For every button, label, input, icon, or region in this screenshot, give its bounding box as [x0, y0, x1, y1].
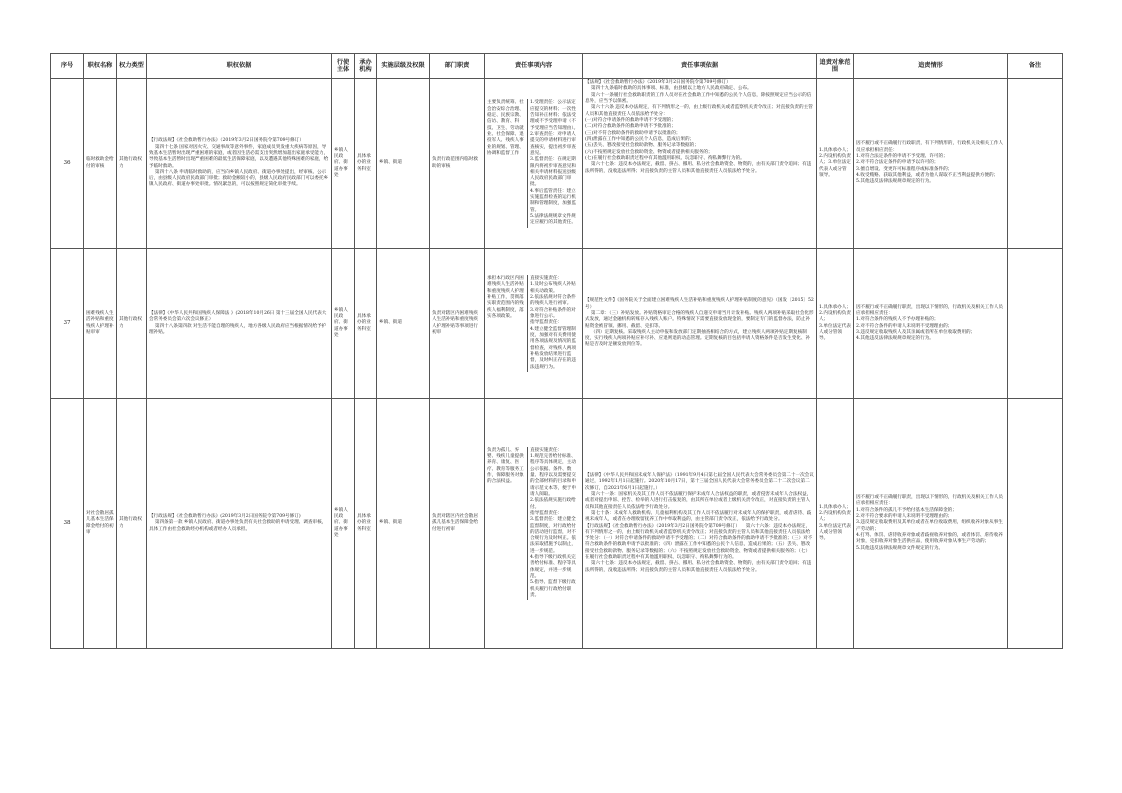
- cell-dept-duty: 负责行政范围内临时救助的审核: [430, 79, 485, 249]
- cell-resp-basis: [583, 399, 817, 649]
- cell-category: 其他行政权力: [117, 79, 147, 249]
- cell-dept-duty: 负责对辖区内社会散居孤儿基本生活保障金给付进行初审: [430, 399, 485, 649]
- cell-level: 乡镇、街道: [377, 399, 430, 649]
- table-row: [51, 399, 1063, 649]
- cell-name: 临时救助金给付的审核: [84, 79, 117, 249]
- cell-resp-content: [485, 249, 583, 399]
- col-header-subject: 行使主体: [332, 54, 355, 79]
- resp-content-list: 1.受理责任：公示法定应提交的材料；一次性告知补正材料；依法受理或不予受理申请（不予受理应当告知理由）。 2.审查责任：对申请人提交的申请材料进行审查核实，提出初步审查意见。 3.监督责任：在规定期限内将初步审查意见和相关申请材料报送县级人民政府民政部门审批。 4.事后监管责任：建立实施监督检查的运行机制和管理制度，加强监管。 5.法律法规规章文件规定应履行的其他责任。: [530, 100, 579, 226]
- cell-seq: 36: [51, 79, 84, 249]
- resp-content-list: 直接实施责任： 1.及时公布残疾人补贴相关动政策。 2.依法依规对符合条件的残疾人进行初审。 3.对符合补贴条件的对象进行公示。 指导监督责任： 4.建立健全监督管理制度，加强对有关费用使用各项法规及情况的监督检查，对残疾人两项补贴发放结果进行监督，及时纠正存在的违法违规行为。: [530, 276, 576, 370]
- col-header-seq: 序号: [51, 54, 84, 79]
- basis-text: 【行政法规】《社会救助暂行办法》(2019年3月2日国务院令第709号修订) 第四条第一款 乡镇人民政府、街道办事处负责有关社会救助的申请受理、调查审核，具体工作由社会救助经办机构或者经办人员承担。: [149, 514, 327, 532]
- scope-text: 1.具体承办人； 2.内设机构负责人； 3.单位法定代表人或分管领导。: [819, 304, 851, 342]
- resp-content-list: 直接实施责任： 1.规范完善给付标准、程序等具体规定，主动公示依据、条件、数量、程序以及需要提交的全部材料的目录和申请示范文本等，便于申请人阅取。 2.依法依规实施行政给付。 指导监督责任： 3.监督责任：建立健全监督制度，对行政给付的活动进行监督，对不合规行为及时纠正。依法采取措施予以制止，进一步规范。 4.指导下级行政机关完善给付标准、程序等具体规定，并进一步规范。 5.指导、监督下级行政机关履行行政给付职责。: [530, 447, 576, 599]
- header-row: [51, 54, 1063, 79]
- cell-agency: 具体承办的业务科室: [355, 249, 377, 399]
- cell-agency: 具体承办的业务科室: [355, 79, 377, 249]
- cell-remark: [1008, 399, 1063, 649]
- table-row: [51, 249, 1063, 399]
- col-header-name: 职权名称: [84, 54, 117, 79]
- cell-scope: [817, 79, 854, 249]
- col-header-resp-content: 责任事项内容: [485, 54, 583, 79]
- cell-scope: [817, 249, 854, 399]
- cell-category: 其他行政权力: [117, 249, 147, 399]
- cell-situation: [854, 399, 1008, 649]
- cell-resp-basis: [583, 79, 817, 249]
- cell-resp-basis: [583, 249, 817, 399]
- col-header-basis: 职权依据: [147, 54, 332, 79]
- table-row: [51, 79, 1063, 249]
- responsibility-table: [50, 53, 1063, 649]
- responsibility-list-sheet: [50, 53, 1062, 649]
- resp-basis-text: 【法规】《社会救助暂行办法》（2019年3月2日国务院令第709号修订） 第四十九条临时救助的具体事项、标准，由县级以上地方人民政府确定、公布。 第六十一条履行社会救助职责的工作人员对在社会救助工作中知悉的公民个人信息，除按照规定应当公示的信息外，应当予以保密。 第六十六条 违反本办法规定，有下列情形之一的，由上级行政机关或者监察机关责令改正；对直接负责的主管人员和其他直接责任人员依法给予处分： (一)对符合申请条件的救助申请不予受理的； (二)对符合救助条件的救助申请不予批准的； (三)对不符合救助条件的救助申请予以批准的； (四)泄露在工作中知悉的公民个人信息，造成后果的； (五)丢失、篡改接受社会救助款物、服务记录等数据的； (六)不按照规定发放社会救助资金、物资或者提供相关服务的； (七)在履行社会救助职责过程中有其他滥用职权、玩忽职守、徇私舞弊行为的。 第六十七条：违反本办法规定，截留、挤占、挪用、私分社会救助资金、物资的，由有关部门责令追回；有违法所得的，没收违法所得；对直接负责的主管人员和其他直接责任人员依法给予处分。: [585, 80, 813, 174]
- cell-resp-content: [485, 79, 583, 249]
- cell-level: 乡镇、街道: [377, 249, 430, 399]
- col-header-agency: 承办机构: [355, 54, 377, 79]
- cell-seq: 38: [51, 399, 84, 649]
- cell-basis: [147, 399, 332, 649]
- cell-agency: 具体承办的业务科室: [355, 399, 377, 649]
- cell-basis: [147, 249, 332, 399]
- cell-remark: [1008, 79, 1063, 249]
- cell-subject: 乡镇人民政府、街道办事处: [332, 399, 355, 649]
- resp-content-duty: 主要负责统筹、社会治安综合治理、稳定、民族宗教、信访、教育、科技、卫生、劳动就业、社会保障、退役军人、残疾人事业的规划、管理、协调和监督工作: [485, 99, 528, 228]
- situation-text: 因不履行或不正确履行行政职责，有下列情形的，行政机关及相关工作人员应承担相应责任： 1.对符合法定条件的申请不予受理、许可的； 2.对不符合法定条件的申请予以许可的； 3.擅自增设、变更许可标准程序或标准条件的； 4.收受贿赂、获取其他利益，或者为他人谋取不正当利益提供方便的； 5.其他违反法律法规规章规定的行为。: [856, 141, 1004, 185]
- col-header-category: 权力类型: [117, 54, 147, 79]
- resp-content-duty: 承担本行政区内困难残疾人生活补贴和重度残疾人护理补贴工作，贯彻落实职责范围内的残疾人福利制度，落实各项政策。: [485, 275, 528, 372]
- situation-text: 因不履行或不正确履行职责，出现以下情形的，行政机关及相关工作人员应承担相应责任： 1.对符合条件的残疾人不予办理补贴的； 2.对不符合条件的申请人未说明不受理理由的； 3.违反规定收取残疾人及其亲属或者所在单位收取费用的； 4.其他违反法律法规规章规定的行为。: [856, 304, 1004, 342]
- cell-dept-duty: 负责对辖区内困难残疾人生活补贴和重度残疾人护理补贴等事项进行初审: [430, 249, 485, 399]
- cell-subject: 乡镇人民政府、街道办事处: [332, 249, 355, 399]
- cell-category: 其他行政权力: [117, 399, 147, 649]
- resp-basis-text: 【规范性文件】《国务院关于全面建立困难残疾人生活补贴和重度残疾人护理补贴制度的意见》（国发〔2015〕52号） 第二章：（三）补贴发放。补贴资格审定合格的残疾人自递交申请当月计发补贴。残疾人两项补贴采取社会化形式发放，通过金融机构转账存入残疾人账户。特殊情况下需要直接发放现金的，要制定专门的监督办法，防止补贴资金被冒领、挪用、截留、克扣等。 （四）定期复核。采取残疾人主动申报和发放部门定期抽查相结合的方式，建立残疾人两项补贴定期复核制度，实行残疾人两项补贴应补尽补、应退则退的动态管理。定期复核的目包括申请人资格条件是否发生变化、补贴是否及时足额发放到位等。: [585, 298, 814, 348]
- situation-text: 因不履行或不正确履行职责，出现以下情形的，行政机关及相关工作人员应承担相应责任： 1.对符合条件的孤儿不予给付基本生活保障金的； 2.对不符合要求的申请人未说明不受理理由的； 3.违反规定收取费用及其单位或者在单位收取费用，组织收养对象从事生产劳动的； 4.打骂、体罚、虐待收养对象或者歧视收养对象的，或者体罚、虐待收养对象，克扣收养对象生活供应品，使用收养对象从事生产劳动的； 5.其他违反法律法规规章文件规定的行为。: [856, 495, 1004, 551]
- col-header-situation: 追责情形: [854, 54, 1008, 79]
- cell-situation: [854, 79, 1008, 249]
- col-header-dept-duty: 部门职责: [430, 54, 485, 79]
- col-header-remark: 备注: [1008, 54, 1063, 79]
- scope-text: 1.具体承办人； 2.内设机构负责人； 3.单位法定代表人或分管领导。: [819, 504, 851, 542]
- cell-basis: [147, 79, 332, 249]
- resp-basis-text: 【法律】《中华人民共和国未成年人保护法》（1991年9月4日第七届全国人民代表大会常务委员会第二十一次会议通过，1992年1月1日起施行。2020年10月17日，第十三届全国人民代表大会常务委员会第二十二次会议第二次修订，自2021年6月1日起施行。） 第六十一条：国家机关及其工作人员不依法履行保护未成年人合法权益的职责，或者侵害未成年人合法权益，或者对提出申诉、控告、检举的人进行打击报复的，由其所在单位或者上级机关责令改正，对直接负责的主管人员和其他直接责任人员依法给予行政处分。 第七十条：未成年人救助机构、儿童福利机构及其工作人员不依法履行对未成年人的保护职责，或者虐待、歧视未成年人，或者在办理收留抚养工作中牟取利益的，由主管部门责令改正，依法给予行政处分。 【行政法规】《社会救助暂行办法》（2019年3月2日国务院令第709号修订） 第六十六条：违反本办法规定，有下列情形之一的，由上级行政机关或者监察机关责令改正；对直接负责的主管人员和其他直接责任人员依法给予处分：（一）对符合申请条件的救助申请不予受理的；（二）对符合救助条件的救助申请不予批准的；（三）对不符合救助条件的救助申请予以批准的；（四）泄露在工作中知悉的公民个人信息，造成后果的；（五）丢失、篡改接受社会救助款物、服务记录等数据的；（六）不按照规定发放社会救助资金、物资或者提供相关服务的；（七）在履行社会救助职责过程中有其他滥用职权、玩忽职守、徇私舞弊行为的。 第六十七条：违反本办法规定，截留、挤占、挪用、私分社会救助资金、物资的，由有关部门责令追回；有违法所得的，没收违法所得；对直接负责的主管人员和其他直接责任人员依法给予处分。: [585, 472, 814, 573]
- cell-resp-content: [485, 399, 583, 649]
- col-header-level: 实施层级及权限: [377, 54, 430, 79]
- resp-content-duty: 负责为孤儿、弃婴、残疾儿童提供养育、康复、医疗、教育等服务工作，保障服务对象的合法权益。: [485, 447, 528, 601]
- cell-name: 对社会散居孤儿基本生活保障金给付的初审: [84, 399, 117, 649]
- cell-situation: [854, 249, 1008, 399]
- scope-text: 1.具体承办人； 2.内设机构负责人；3.单位法定代表人或分管领导。: [819, 147, 851, 178]
- basis-text: 【法律】《中华人民共和国残疾人保障法 》(2018年10月26日 第十三届全国人民代表大会常务委员会第六次会议修正） 第四十八条第四款 对生活不能自理的残疾人，地方各级人民政府应当根据情况给予护理补贴。: [149, 310, 327, 335]
- col-header-scope: 追责对象范围: [817, 54, 854, 79]
- cell-scope: [817, 399, 854, 649]
- cell-level: 乡镇、街道: [377, 79, 430, 249]
- cell-name: 困难残疾人生活补贴和重度残疾人护理补贴审审: [84, 249, 117, 399]
- cell-remark: [1008, 249, 1063, 399]
- basis-text: 【行政法规】《社会救助暂行办法》（2019年3月2日国务院令第709号修订） 第四十七条 国家对因火灾、交通事故等意外事件，家庭成员突发重大疾病等原因，导致基本生活暂时出现严重困难的家庭，或者因生活必需支出突然增加超出家庭承受能力，导致基本生活暂时出现严重困难的最低生活保障家庭，以及遭遇其他特殊困难的家庭，给予临时救助。 第四十八条 申请临时救助的，应当向乡镇人民政府、街道办事处提出，经审核、公示后，由县级人民政府民政部门审批；救助金额较小的，县级人民政府民政部门可以委托乡镇人民政府、街道办事处审批。情况紧急的，可以按照规定简化审批手续。: [149, 138, 329, 188]
- col-header-resp-basis: 责任事项依据: [583, 54, 817, 79]
- cell-seq: 37: [51, 249, 84, 399]
- cell-subject: 乡镇人民政府、街道办事处: [332, 79, 355, 249]
